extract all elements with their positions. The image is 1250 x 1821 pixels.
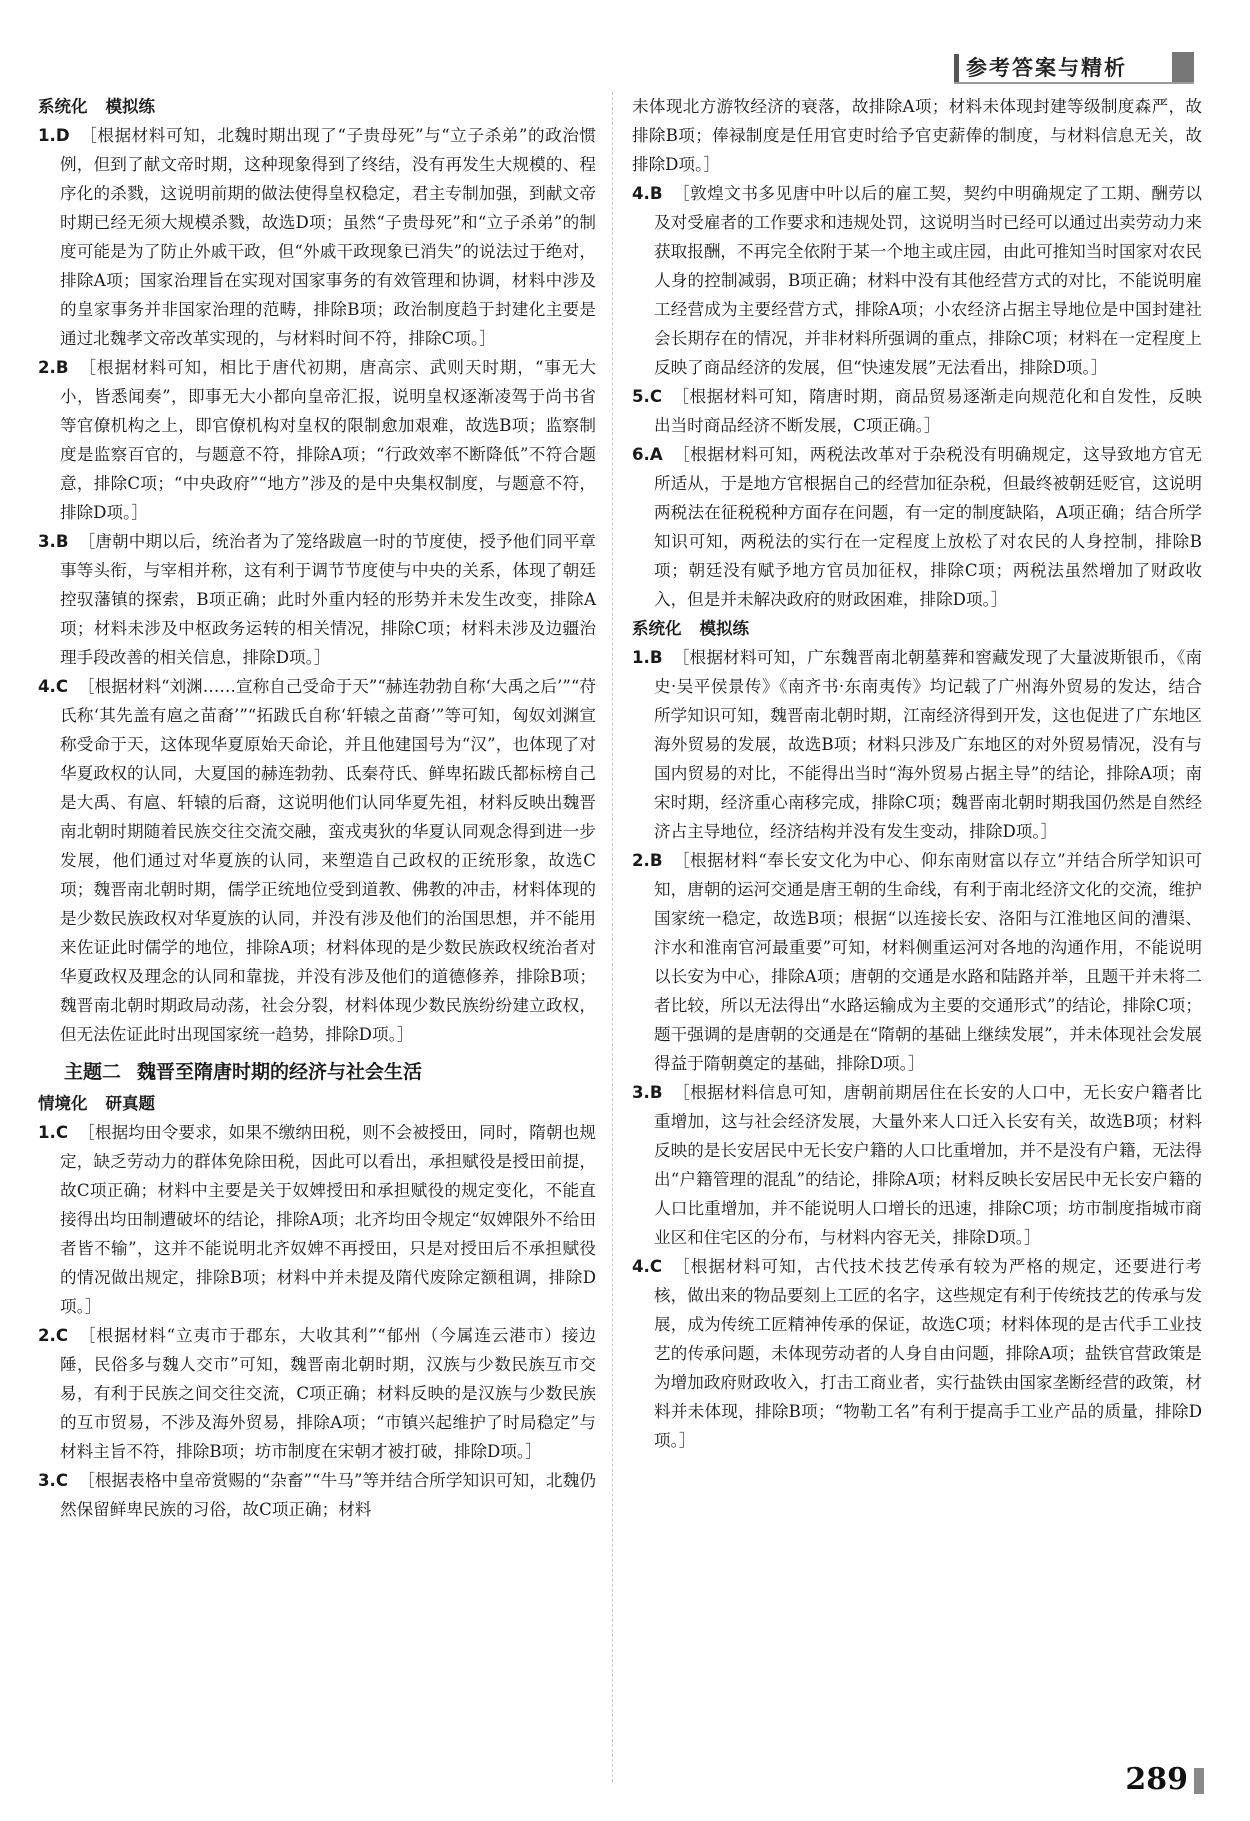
answer-choice: C (55, 1326, 69, 1345)
header-accent-bar (954, 54, 959, 82)
answer-choice: B (649, 1083, 663, 1102)
answer-choice: B (649, 648, 663, 667)
answer-explanation: ［根据表格中皇帝赏赐的“杂畜”“牛马”等并结合所学知识可知，北魏仍然保留鲜卑民族的习俗，故C项正确；材料 (60, 1471, 596, 1519)
answer-item (632, 1078, 1202, 1252)
answer-number: 4. (632, 1257, 650, 1276)
page-number: 289 (1125, 1762, 1188, 1797)
answer-item (38, 672, 596, 1049)
section-heading (38, 1089, 596, 1118)
answer-number: 2. (632, 851, 650, 870)
column-divider (612, 92, 613, 1782)
answer-choice: C (649, 1257, 663, 1276)
answer-number: 6. (632, 445, 650, 464)
answer-choice: C (55, 1123, 69, 1142)
answer-explanation: ［根据均田令要求，如果不缴纳田税，则不会被授田，同时，隋朝也规定，缺乏劳动力的群体免除田税，因此可以看出，承担赋役是授田前提，故C项正确；材料中主要是关于奴婢授田和承担赋役的规定变化，不能直接得出均田制遭破坏的结论，排除A项；北齐均田令规定“奴婢限外不给田者皆不输”，这并不能说明北齐奴婢不再授田，只是对授田后不承担赋役的情况做出规定，排除B项；材料中并未提及隋代废除定额租调，排除D项。］ (60, 1123, 596, 1316)
answer-number: 3. (632, 1083, 650, 1102)
answer-choice: B (649, 184, 663, 203)
answer-number: 2. (38, 1326, 56, 1345)
topic-heading (38, 1055, 596, 1089)
section-label: 情境化 (38, 1094, 88, 1113)
header-rule (954, 82, 1194, 84)
answer-choice: C (649, 387, 663, 406)
answer-number: 3. (38, 532, 56, 551)
right-column (632, 92, 1202, 1455)
section-label: 系统化 (38, 97, 88, 116)
answer-explanation: ［唐朝中期以后，统治者为了笼络跋扈一时的节度使，授予他们同平章事等头衔，与宰相并称，这有利于调节节度使与中央的关系，体现了朝廷控驭藩镇的探索，B项正确；此时外重内轻的形势并未发生改变，排除A项；材料未涉及中枢政务运转的相关情况，排除C项；材料未涉及边疆治理手段改善的相关信息，排除D项。］ (60, 532, 596, 667)
answer-choice: C (55, 1471, 69, 1490)
answer-choice: B (649, 851, 663, 870)
answer-explanation: ［根据材料可知，北魏时期出现了“子贵母死”与“立子杀弟”的政治惯例，但到了献文帝时期，这种现象得到了终结，没有再发生大规模的、程序化的杀戮，这说明前期的做法使得皇权稳定，君主专制加强，到献文帝时期已经无须大规模杀戮，故选D项；虽然“子贵母死”和“立子杀弟”的制度可能是为了防止外戚干政，但“外戚干政现象已消失”的说法过于绝对，排除A项；国家治理旨在实现对国家事务的有效管理和协调，材料中涉及的皇家事务并非国家治理的范畴，排除B项；政治制度趋于封建化主要是通过北魏孝文帝改革实现的，与材料时间不符，排除C项。］ (60, 126, 596, 348)
answer-explanation: ［根据材料“刘渊……宣称自己受命于天”“赫连勃勃自称‘大禹之后’”“苻氏称‘其先盖有扈之苗裔’”“拓跋氏自称‘轩辕之苗裔’”等可知，匈奴刘渊宣称受命于天，这体现华夏原始天命论，并且他建国号为“汉”，也体现了对华夏政权的认同，大夏国的赫连勃勃、氐秦苻氏、鲜卑拓跋氏都标榜自己是大禹、有扈、轩辕的后裔，这说明他们认同华夏先祖，材料反映出魏晋南北朝时期随着民族交往交流交融，蛮戎夷狄的华夏认同观念得到进一步发展，他们通过对华夏族的认同，来塑造自己政权的正统形象，故选C项；魏晋南北朝时期，儒学正统地位受到道教、佛教的冲击，材料体现的是少数民族政权对华夏族的认同，并没有涉及他们的治国思想，并不能用来佐证此时儒学的地位，排除A项；材料体现的是少数民族政权统治者对华夏政权及理念的认同和靠拢，并没有涉及他们的道德修养，排除B项；魏晋南北朝时期政局动荡，社会分裂，材料体现少数民族纷纷建立政权，但无法佐证此时出现国家统一趋势，排除D项。］ (60, 677, 596, 1044)
answer-number: 2. (38, 358, 56, 377)
topic-number: 主题二 (64, 1061, 122, 1083)
header-accent-block (1172, 52, 1194, 82)
section-heading (38, 92, 596, 121)
answer-explanation: ［根据材料可知，隋唐时期，商品贸易逐渐走向规范化和自发性，反映出当时商品经济不断发展，C项正确。］ (654, 387, 1202, 435)
continued-text: 未体现北方游牧经济的衰落，故排除A项；材料未体现封建等级制度森严，故排除B项；俸禄制度是任用官吏时给予官吏薪俸的制度，与材料信息无关，故排除D项。］ (632, 97, 1202, 174)
answer-explanation: ［根据材料可知，广东魏晋南北朝墓葬和窖藏发现了大量波斯银币，《南史·吴平侯景传》《南齐书·东南夷传》均记载了广州海外贸易的发达，结合所学知识可知，魏晋南北朝时期，江南经济得到开发，这也促进了广东地区海外贸易的发展，故选B项；材料只涉及广东地区的对外贸易情况，没有与国内贸易的对比，不能得出当时“海外贸易占据主导”的结论，排除A项；南宋时期，经济重心南移完成，排除C项；魏晋南北朝时期我国仍然是自然经济占主导地位，经济结构并没有发生变动，排除D项。］ (654, 648, 1202, 841)
page-header (954, 50, 1194, 84)
answer-explanation: ［根据材料可知，两税法改革对于杂税没有明确规定，这导致地方官无所适从，于是地方官根据自己的经营加征杂税，但最终被朝廷贬官，这说明两税法在征税税种方面存在问题，有一定的制度缺陷，A项正确；结合所学知识可知，两税法的实行在一定程度上放松了对农民的人身控制，排除B项；朝廷没有赋予地方官员加征权，排除C项；两税法虽然增加了财政收入，但是并未解决政府的财政困难，排除D项。］ (654, 445, 1202, 609)
answer-choice: B (55, 532, 69, 551)
answer-item (632, 643, 1202, 846)
answer-item (632, 1252, 1202, 1455)
answer-item (632, 846, 1202, 1078)
answer-explanation: ［敦煌文书多见唐中叶以后的雇工契，契约中明确规定了工期、酬劳以及对受雇者的工作要求和违规处罚，这说明当时已经可以通过出卖劳动力来获取报酬，不再完全依附于某一个地主或庄园，由此可推知当时国家对农民人身的控制减弱，B项正确；材料中没有其他经营方式的对比，不能说明雇工经营成为主要经营方式，排除A项；小农经济占据主导地位是中国封建社会长期存在的情况，并非材料所强调的重点，排除C项；材料在一定程度上反映了商品经济的发展，但“快速发展”无法看出，排除D项。］ (654, 184, 1202, 377)
answer-item (632, 382, 1202, 440)
answer-item (632, 179, 1202, 382)
answer-number: 3. (38, 1471, 56, 1490)
page-number-mark (1194, 1768, 1204, 1794)
answer-choice: C (55, 677, 69, 696)
section-label: 系统化 (632, 619, 682, 638)
answer-number: 4. (632, 184, 650, 203)
topic-title: 魏晋至隋唐时期的经济与社会生活 (137, 1061, 423, 1083)
answer-item (38, 1466, 596, 1524)
answer-number: 5. (632, 387, 650, 406)
section-label: 研真题 (105, 1094, 155, 1113)
answer-explanation: ［根据材料可知，古代技术技艺传承有较为严格的规定，还要进行考核，做出来的物品要刻上工匠的名字，这些规定有利于传统技艺的传承与发展，成为传统工匠精神传承的保证，故选C项；材料体现的是古代手工业技艺的传承问题，未体现劳动者的人身自由问题，排除A项；盐铁官营政策是为增加政府财政收入，打击工商业者，实行盐铁由国家垄断经营的政策，材料并未体现，排除B项；“物勒工名”有利于提高手工业产品的质量，排除D项。］ (654, 1257, 1202, 1450)
answer-choice: A (649, 445, 663, 464)
section-heading (632, 614, 1202, 643)
answer-choice: B (55, 358, 69, 377)
answer-choice: D (55, 126, 70, 145)
answer-explanation: ［根据材料“立夷市于郡东，大收其利”“郁州（今属连云港市）接边陲，民俗多与魏人交市”可知，魏晋南北朝时期，汉族与少数民族互市交易，有利于民族之间交往交流，C项正确；材料反映的是汉族与少数民族的互市贸易，不涉及海外贸易，排除A项；“市镇兴起维护了时局稳定”与材料主旨不符，排除B项；坊市制度在宋朝才被打破，排除D项。］ (60, 1326, 596, 1461)
answer-item (38, 121, 596, 353)
answer-explanation: ［根据材料“奉长安文化为中心、仰东南财富以存立”并结合所学知识可知，唐朝的运河交通是唐王朝的生命线，有利于南北经济文化的交流，维护国家统一稳定，故选B项；根据“以连接长安、洛阳与江淮地区间的漕渠、汴水和淮南官河最重要”可知，材料侧重运河对各地的沟通作用，不能说明以长安为中心，排除A项；唐朝的交通是水路和陆路并举，且题干并未将二者比较，所以无法得出“水路运输成为主要的交通形式”的结论，排除C项；题干强调的是唐朝的交通是在“隋朝的基础上继续发展”，并未体现社会发展得益于隋朝奠定的基础，排除D项。］ (654, 851, 1202, 1073)
answer-item (38, 353, 596, 527)
header-title: 参考答案与精析 (966, 56, 1127, 80)
answer-explanation: ［根据材料可知，相比于唐代初期，唐高宗、武则天时期，“事无大小，皆悉闻奏”，即事无大小都向皇帝汇报，说明皇权逐渐凌驾于尚书省等官僚机构之上，即官僚机构对皇权的限制愈加艰难，故选B项；监察制度是监察百官的，与题意不符，排除A项；“行政效率不断降低”不符合题意，排除C项；“中央政府”“地方”涉及的是中央集权制度，与题意不符，排除D项。］ (60, 358, 596, 522)
answer-item (38, 1321, 596, 1466)
answer-number: 1. (632, 648, 650, 667)
answer-number: 1. (38, 1123, 56, 1142)
answer-item (632, 440, 1202, 614)
section-label: 模拟练 (699, 619, 749, 638)
left-column (38, 92, 596, 1524)
answer-explanation: ［根据材料信息可知，唐朝前期居住在长安的人口中，无长安户籍者比重增加，这与社会经济发展，大量外来人口迁入长安有关，故选B项；材料反映的是长安居民中无长安户籍的人口比重增加，并不是没有户籍，无法得出“户籍管理的混乱”的结论，排除A项；材料反映长安居民中无长安户籍的人口比重增加，并不能说明人口增长的迅速，排除C项；坊市制度指城市商业区和住宅区的分布，与材料内容无关，排除D项。］ (654, 1083, 1202, 1247)
section-label: 模拟练 (105, 97, 155, 116)
answer-number: 4. (38, 677, 56, 696)
answer-item (38, 1118, 596, 1321)
answer-item (38, 527, 596, 672)
answer-number: 1. (38, 126, 56, 145)
